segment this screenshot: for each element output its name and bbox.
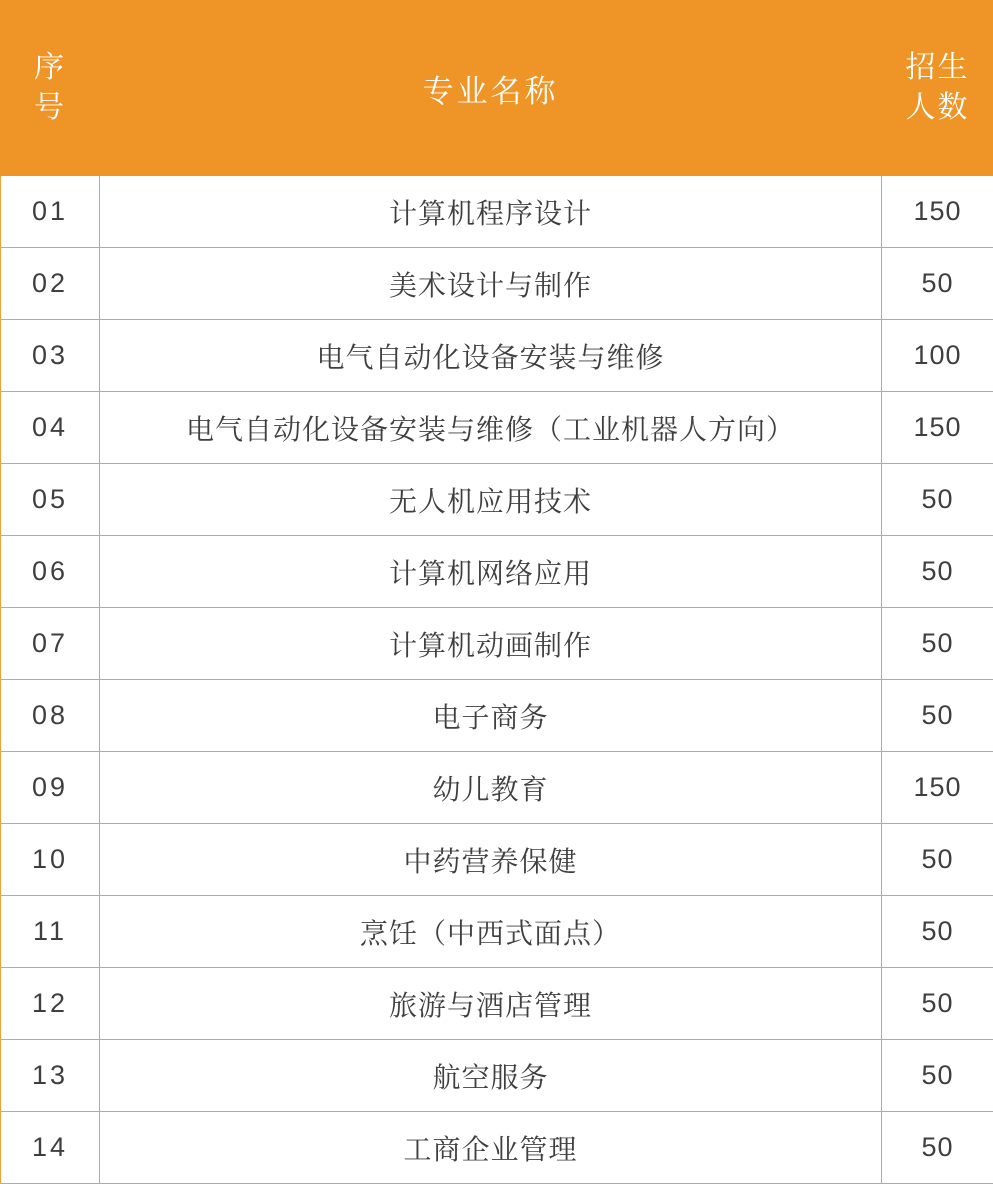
- row-enrollment-count: 50: [882, 248, 993, 320]
- row-enrollment-count: 50: [882, 536, 993, 608]
- column-header-index-line1: 序: [1, 48, 99, 89]
- row-index: 08: [1, 680, 100, 752]
- table-row: [1, 824, 993, 896]
- row-major-name: 计算机网络应用: [100, 536, 882, 608]
- table-row: [1, 1040, 993, 1112]
- table-row: [1, 320, 993, 392]
- table-row: [1, 680, 993, 752]
- row-index: 10: [1, 824, 100, 896]
- row-major-name: 电子商务: [100, 680, 882, 752]
- table-row: [1, 968, 993, 1040]
- table-body: [1, 176, 993, 1184]
- row-index: 12: [1, 968, 100, 1040]
- row-major-name: 计算机动画制作: [100, 608, 882, 680]
- column-header-count-line2: 人数: [882, 88, 993, 129]
- table-header: [1, 1, 993, 176]
- table-row: [1, 176, 993, 248]
- row-index: 05: [1, 464, 100, 536]
- row-index: 01: [1, 176, 100, 248]
- row-major-name: 电气自动化设备安装与维修（工业机器人方向）: [100, 392, 882, 464]
- row-index: 11: [1, 896, 100, 968]
- column-header-major-name: 专业名称: [100, 1, 882, 176]
- row-major-name: 无人机应用技术: [100, 464, 882, 536]
- row-major-name: 旅游与酒店管理: [100, 968, 882, 1040]
- column-header-count-line1: 招生: [882, 48, 993, 89]
- row-enrollment-count: 50: [882, 1040, 993, 1112]
- table-row: [1, 752, 993, 824]
- row-major-name: 幼儿教育: [100, 752, 882, 824]
- table-header-row: [1, 1, 993, 176]
- row-major-name: 中药营养保健: [100, 824, 882, 896]
- table-row: [1, 536, 993, 608]
- table-row: [1, 608, 993, 680]
- row-enrollment-count: 50: [882, 464, 993, 536]
- row-enrollment-count: 50: [882, 680, 993, 752]
- row-enrollment-count: 150: [882, 392, 993, 464]
- row-index: 02: [1, 248, 100, 320]
- row-enrollment-count: 50: [882, 1112, 993, 1184]
- row-index: 13: [1, 1040, 100, 1112]
- row-major-name: 电气自动化设备安装与维修: [100, 320, 882, 392]
- row-index: 03: [1, 320, 100, 392]
- row-major-name: 烹饪（中西式面点）: [100, 896, 882, 968]
- row-enrollment-count: 150: [882, 752, 993, 824]
- row-index: 06: [1, 536, 100, 608]
- column-header-index-line2: 号: [1, 88, 99, 129]
- table-row: [1, 248, 993, 320]
- row-index: 09: [1, 752, 100, 824]
- row-enrollment-count: 50: [882, 608, 993, 680]
- row-major-name: 航空服务: [100, 1040, 882, 1112]
- table-row: [1, 392, 993, 464]
- row-enrollment-count: 50: [882, 968, 993, 1040]
- row-major-name: 计算机程序设计: [100, 176, 882, 248]
- row-enrollment-count: 150: [882, 176, 993, 248]
- table-row: [1, 1112, 993, 1184]
- row-index: 14: [1, 1112, 100, 1184]
- row-index: 04: [1, 392, 100, 464]
- column-header-enrollment-count: [882, 1, 993, 176]
- row-index: 07: [1, 608, 100, 680]
- row-enrollment-count: 50: [882, 824, 993, 896]
- row-enrollment-count: 50: [882, 896, 993, 968]
- table-row: [1, 896, 993, 968]
- column-header-index: [1, 1, 100, 176]
- row-major-name: 工商企业管理: [100, 1112, 882, 1184]
- table-row: [1, 464, 993, 536]
- row-major-name: 美术设计与制作: [100, 248, 882, 320]
- row-enrollment-count: 100: [882, 320, 993, 392]
